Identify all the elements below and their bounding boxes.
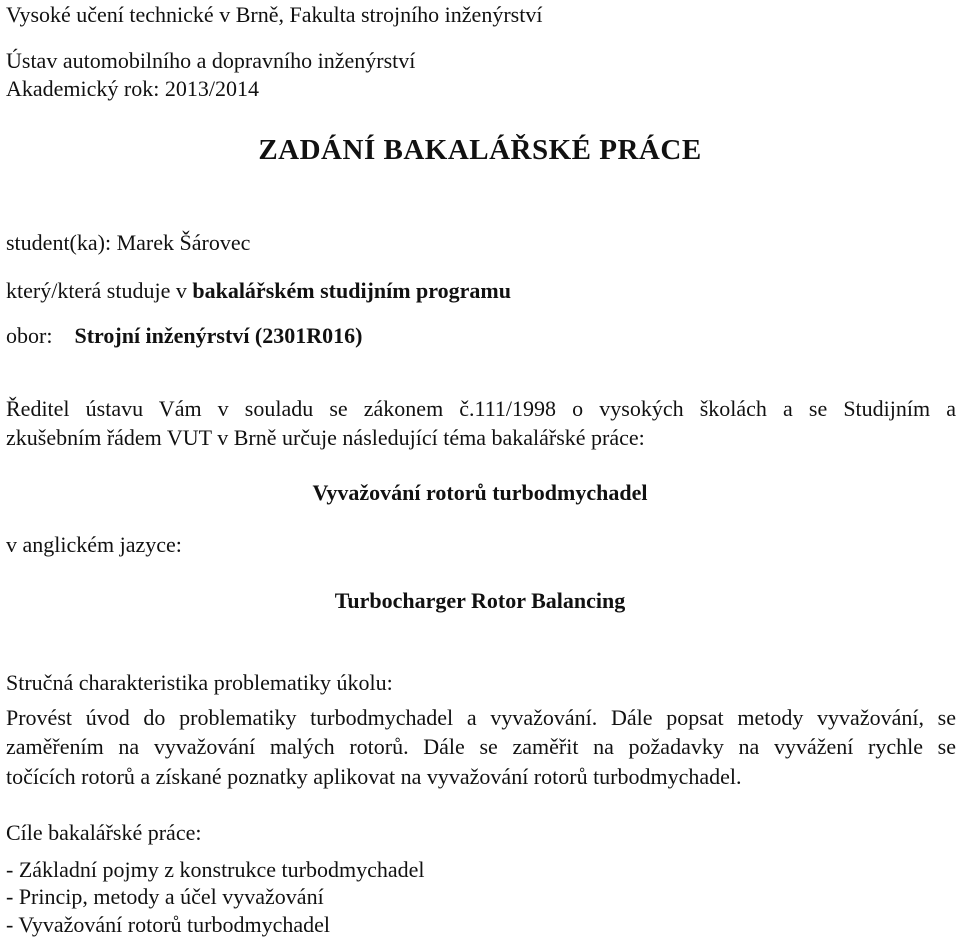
characteristics-line-3: točících rotorů a získané poznatky aplikovat na vyvažování rotorů turbodmychadel. [6,764,742,789]
academic-year: Akademický rok: 2013/2014 [6,76,259,101]
program-value: bakalářském studijním programu [192,278,511,303]
director-paragraph-line-2: zkušebním řádem VUT v Brně určuje následující téma bakalářské práce: [6,425,645,450]
topic-cz: Vyvažování rotorů turbodmychadel [312,480,648,505]
document-title: ZADÁNÍ BAKALÁŘSKÉ PRÁCE [258,134,702,166]
program-line [6,278,511,304]
field-value: Strojní inženýrství (2301R016) [74,323,363,348]
institute-line: Ústav automobilního a dopravního inženýrství [6,48,416,73]
goals-heading: Cíle bakalářské práce: [6,820,202,845]
characteristics-line-2: zaměřením na vyvažování malých rotorů. Dále se zaměřit na požadavky na vyvážení rychle se [6,734,956,759]
goal-item: - Princip, metody a účel vyvažování [6,884,324,909]
topic-en: Turbocharger Rotor Balancing [334,588,626,613]
program-prefix: který/která studuje v [6,278,193,303]
field-line [6,323,362,349]
characteristics-heading: Stručná charakteristika problematiky úkolu: [6,670,393,695]
english-label: v anglickém jazyce: [6,532,182,557]
director-paragraph-line-1: Ředitel ústavu Vám v souladu se zákonem č.111/1998 o vysokých školách a se Studijním a [6,396,956,421]
goal-item: - Základní pojmy z konstrukce turbodmychadel [6,857,425,882]
goal-item: - Vyvažování rotorů turbodmychadel [6,912,331,937]
university-line: Vysoké učení technické v Brně, Fakulta strojního inženýrství [6,2,543,27]
student-line: student(ka): Marek Šárovec [6,230,251,255]
characteristics-line-1: Provést úvod do problematiky turbodmychadel a vyvažování. Dále popsat metody vyvažování, se [6,705,956,730]
field-label: obor: [6,323,53,348]
